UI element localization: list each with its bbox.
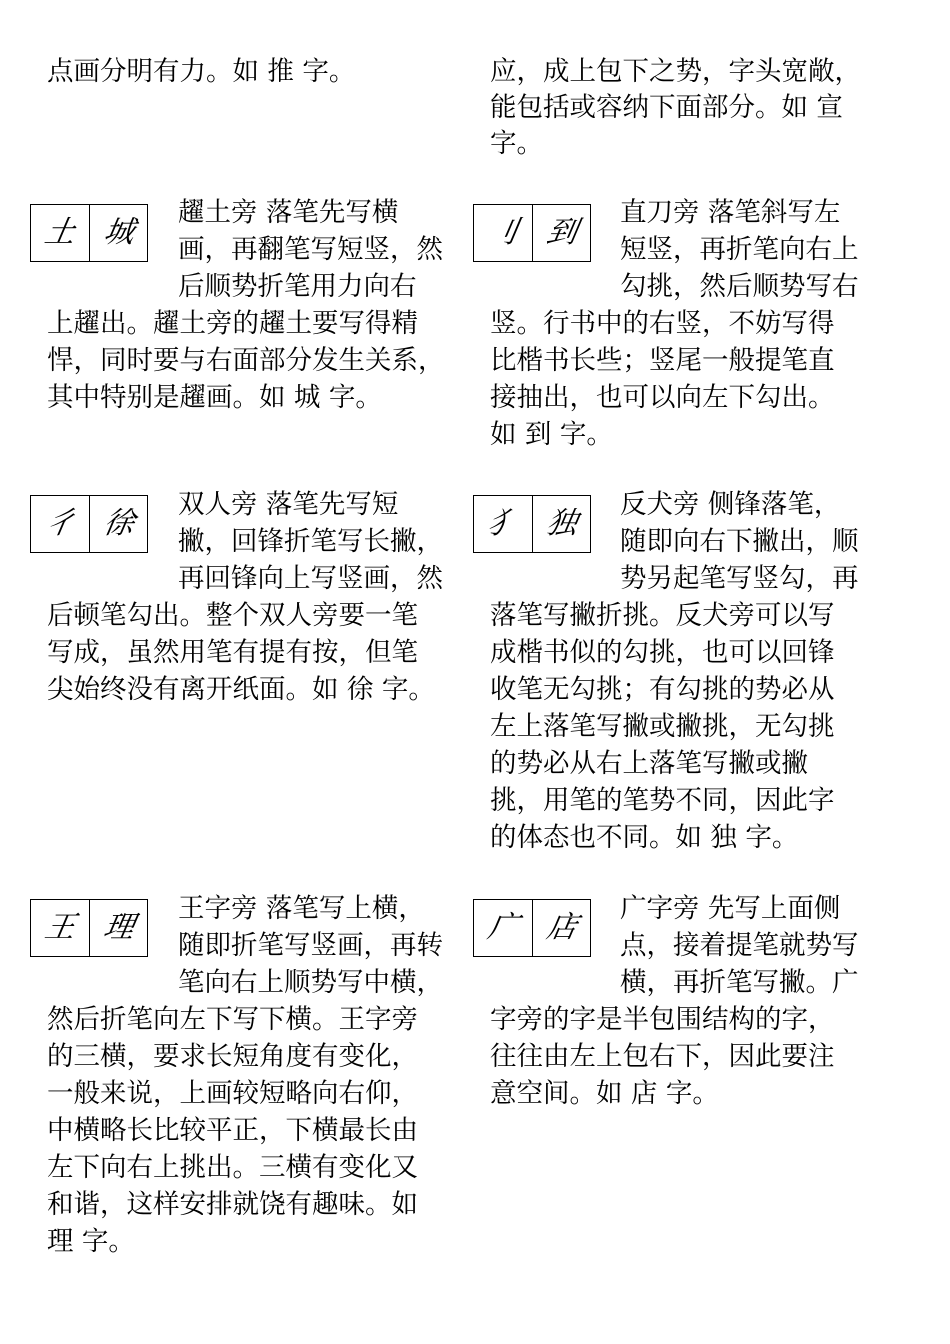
- text-line: 落笔写撇折挑。反犬旁可以写: [490, 600, 835, 631]
- radical-glyph: 刂: [485, 215, 522, 250]
- text-line: 双人旁 落笔先写短: [178, 489, 399, 520]
- text-line: 一般来说，上画较短略向右仰，: [47, 1078, 418, 1109]
- calligraphy-sample-box: [473, 204, 591, 262]
- example-glyph: 独: [544, 506, 581, 541]
- text-line: 上趯出。趯土旁的趯土要写得精: [47, 308, 418, 339]
- example-glyph: 徐: [101, 506, 138, 541]
- text-line: 王字旁 落笔写上横，: [178, 893, 425, 924]
- text-line: 字旁的字是半包围结构的字，: [490, 1004, 835, 1035]
- example-glyph: 店: [544, 910, 581, 945]
- text-line: 竖。行书中的右竖，不妨写得: [490, 308, 835, 339]
- text-line: 成楷书似的勾挑，也可以回锋: [490, 637, 835, 668]
- radical-glyph: 土: [42, 215, 79, 250]
- text-line: 短竖，再折笔向右上: [620, 234, 859, 265]
- example-glyph: 理: [101, 910, 138, 945]
- text-line: 往往由左上包右下，因此要注: [490, 1041, 835, 1072]
- calligraphy-sample-box: [30, 204, 148, 262]
- text-line: 后顺势折笔用力向右: [178, 271, 417, 302]
- text-line: 中横略长比较平正，下横最长由: [47, 1115, 418, 1146]
- radical-glyph: 犭: [485, 506, 522, 541]
- text-line: 接抽出，也可以向左下勾出。: [490, 382, 835, 413]
- text-line: 随即折笔写竖画，再转: [178, 930, 443, 961]
- text-line: 挑，用笔的笔势不同，因此字: [490, 785, 835, 816]
- radical-glyph: 广: [485, 910, 522, 945]
- text-line: 画，再翻笔写短竖，然: [178, 234, 443, 265]
- text-line: 势另起笔写竖勾，再: [620, 563, 859, 594]
- text-line: 直刀旁 落笔斜写左: [620, 197, 841, 228]
- text-line: 悍，同时要与右面部分发生关系，: [47, 345, 445, 376]
- text-line: 比楷书长些；竖尾一般提笔直: [490, 345, 835, 376]
- text-line: 其中特别是趯画。如 城 字。: [47, 382, 382, 413]
- text-line: 广字旁 先写上面侧: [620, 893, 841, 924]
- text-line: 勾挑，然后顺势写右: [620, 271, 859, 302]
- text-line: 横，再折笔写撇。广: [620, 967, 859, 998]
- text-line: 的体态也不同。如 独 字。: [490, 822, 799, 853]
- text-line: 左上落笔写撇或撇挑，无勾挑: [490, 711, 835, 742]
- text-line: 字。: [490, 128, 543, 159]
- calligraphy-sample-box: [30, 899, 148, 957]
- text-line: 笔向右上顺势写中横，: [178, 967, 443, 998]
- text-line: 的三横，要求长短角度有变化，: [47, 1041, 418, 1072]
- text-line: 再回锋向上写竖画，然: [178, 563, 443, 594]
- text-line: 收笔无勾挑；有勾挑的势必从: [490, 674, 835, 705]
- text-line: 后顿笔勾出。整个双人旁要一笔: [47, 600, 418, 631]
- text-line: 左下向右上挑出。三横有变化又: [47, 1152, 418, 1183]
- text-line: 反犬旁 侧锋落笔，: [620, 489, 841, 520]
- text-line: 如 到 字。: [490, 419, 613, 450]
- example-glyph: 到: [544, 215, 581, 250]
- text-line: 点画分明有力。如 推 字。: [47, 56, 356, 87]
- text-line: 随即向右下撇出，顺: [620, 526, 859, 557]
- calligraphy-sample-box: [473, 899, 591, 957]
- text-line: 应，成上包下之势，字头宽敞，: [490, 56, 861, 87]
- text-line: 然后折笔向左下写下横。王字旁: [47, 1004, 418, 1035]
- text-line: 意空间。如 店 字。: [490, 1078, 719, 1109]
- calligraphy-sample-box: [30, 495, 148, 553]
- text-line: 尖始终没有离开纸面。如 徐 字。: [47, 674, 435, 705]
- radical-glyph: 彳: [42, 506, 79, 541]
- text-line: 理 字。: [47, 1226, 135, 1257]
- calligraphy-sample-box: [473, 495, 591, 553]
- radical-glyph: 王: [42, 910, 79, 945]
- text-line: 趯土旁 落笔先写横: [178, 197, 399, 228]
- text-line: 能包括或容纳下面部分。如 宣: [490, 92, 843, 123]
- text-line: 写成，虽然用笔有提有按，但笔: [47, 637, 418, 668]
- text-line: 和谐，这样安排就饶有趣味。如: [47, 1189, 418, 1220]
- text-line: 的势必从右上落笔写撇或撇: [490, 748, 808, 779]
- text-line: 撇，回锋折笔写长撇，: [178, 526, 443, 557]
- text-line: 点，接着提笔就势写: [620, 930, 859, 961]
- example-glyph: 城: [101, 215, 138, 250]
